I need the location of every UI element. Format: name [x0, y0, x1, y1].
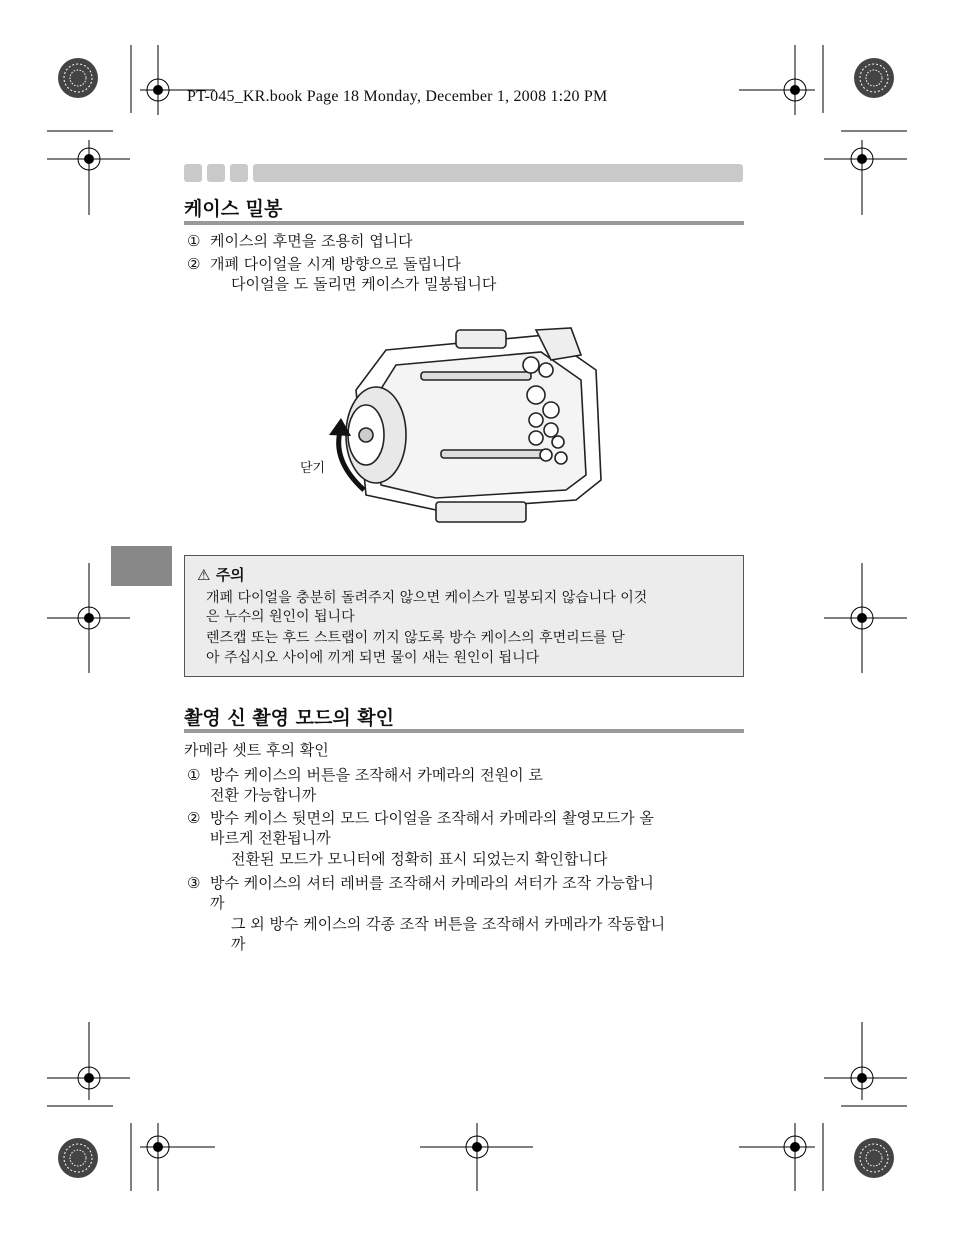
- step-text: 개폐 다이얼을 시계 방향으로 돌립니다: [210, 255, 461, 273]
- caution-title: ⚠ 주의: [197, 566, 245, 584]
- step-text: 방수 케이스 뒷면의 모드 다이얼을 조작해서 카메라의 촬영모드가 올: [210, 809, 654, 827]
- step-number: ①: [187, 232, 201, 250]
- step-text: 전환 가능합니까: [210, 786, 317, 804]
- chapter-tab: [111, 546, 172, 586]
- step-subtext: 전환된 모드가 모니터에 정확히 표시 되었는지 확인합니다: [231, 850, 608, 868]
- step-number: ①: [187, 766, 201, 784]
- section-intro: 카메라 셋트 후의 확인: [184, 741, 329, 759]
- step-number: ②: [187, 255, 201, 273]
- section-rule: [184, 221, 744, 225]
- caution-box: [184, 555, 744, 677]
- section-title-seal: 케이스 밀봉: [184, 198, 283, 220]
- step-text: 바르게 전환됩니까: [210, 829, 331, 847]
- step-text: 방수 케이스의 버튼을 조작해서 카메라의 전원이 로: [210, 766, 543, 784]
- step-number: ③: [187, 874, 201, 892]
- section-bar-square: [184, 164, 202, 182]
- step-number: ②: [187, 809, 201, 827]
- caution-line: 개페 다이얼을 충분히 돌려주지 않으면 케이스가 밀봉되지 않습니다 이것: [206, 590, 648, 606]
- book-page-header: PT-045_KR.book Page 18 Monday, December 1, 2008 1:20 PM: [187, 88, 608, 105]
- step-text: 케이스의 후면을 조용히 엽니다: [210, 232, 413, 250]
- step-subtext: 그 외 방수 케이스의 각종 조작 버튼을 조작해서 카메라가 작동합니: [231, 915, 666, 933]
- figure-label-close: 닫기: [300, 461, 326, 476]
- caution-line: 은 누수의 원인이 됩니다: [206, 609, 355, 625]
- step-text: 방수 케이스의 셔터 레버를 조작해서 카메라의 셔터가 조작 가능합니: [210, 874, 654, 892]
- caution-line: 아 주십시오 사이에 끼게 되면 물이 새는 원인이 됩니다: [206, 650, 540, 666]
- warning-icon: ⚠: [197, 566, 211, 584]
- section-bar-square: [207, 164, 225, 182]
- caution-line: 렌즈캡 또는 후드 스트랩이 끼지 않도록 방수 케이스의 후면리드를 닫: [206, 630, 625, 646]
- step-text: 까: [210, 894, 225, 912]
- section-rule: [184, 729, 744, 733]
- section-title-mode-check: 촬영 신 촬영 모드의 확인: [184, 707, 394, 729]
- section-bar-square: [230, 164, 248, 182]
- camera-case-illustration: [296, 310, 616, 535]
- step-subtext: 까: [231, 935, 246, 953]
- section-bar-long: [253, 164, 743, 182]
- step-subtext: 다이얼을 도 돌리면 케이스가 밀봉됩니다: [231, 275, 497, 293]
